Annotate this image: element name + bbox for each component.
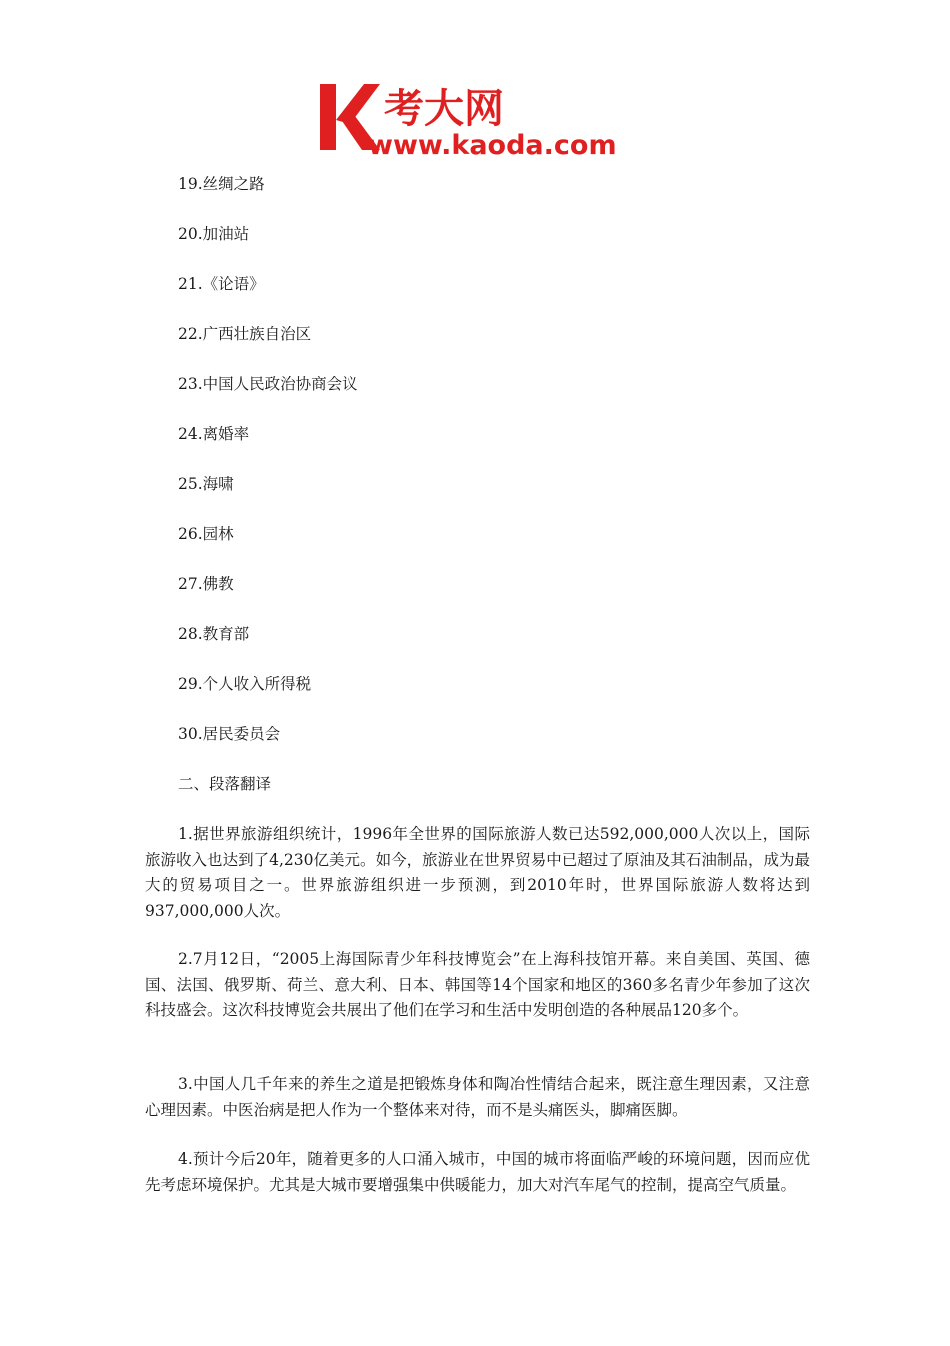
- list-item: 29.个人收入所得税: [178, 675, 312, 693]
- paragraph-2: 2.7月12日，“2005上海国际青少年科技博览会”在上海科技馆开幕。来自美国、英国、德国、法国、俄罗斯、荷兰、意大利、日本、韩国等14个国家和地区的360多名青少年参加了这次科技盛会。这次科技博览会共展出了他们在学习和生活中发明创造的各种展品120多个。: [145, 950, 810, 1019]
- paragraph-4: 4.预计今后20年，随着更多的人口涌入城市，中国的城市将面临严峻的环境问题，因而应优先考虑环境保护。尤其是大城市要增强集中供暖能力，加大对汽车尾气的控制，提高空气质量。: [145, 1150, 810, 1194]
- list-item: 28.教育部: [178, 625, 250, 643]
- logo-title: 考大网: [384, 86, 504, 132]
- list-item: 27.佛教: [178, 575, 234, 593]
- list-item: 20.加油站: [178, 225, 250, 243]
- kaoda-logo: [318, 78, 640, 158]
- logo-url: www.kaoda.com: [368, 130, 617, 158]
- list-item: 19.丝绸之路: [178, 175, 265, 193]
- list-item: 21.《论语》: [178, 275, 265, 293]
- list-item: 30.居民委员会: [178, 725, 281, 743]
- section-heading: 二、段落翻译: [178, 775, 272, 793]
- list-item: 26.园林: [178, 525, 234, 543]
- paragraph-3: 3.中国人几千年来的养生之道是把锻炼身体和陶冶性情结合起来，既注意生理因素，又注意心理因素。中医治病是把人作为一个整体来对待，而不是头痛医头，脚痛医脚。: [145, 1075, 810, 1119]
- list-item: 23.中国人民政治协商会议: [178, 375, 358, 393]
- list-item: 24.离婚率: [178, 425, 250, 443]
- paragraph-1: 1.据世界旅游组织统计，1996年全世界的国际旅游人数已达592,000,000人次以上，国际旅游收入也达到了4,230亿美元。如今，旅游业在世界贸易中已超过了原油及其石油制品，成为最大的贸易项目之一。世界旅游组织进一步预测，到2010年时，世界国际旅游人数将达到937,000,000人次。: [145, 825, 810, 920]
- list-item: 22.广西壮族自治区: [178, 325, 312, 343]
- list-item: 25.海啸: [178, 475, 234, 493]
- term-list: [178, 172, 358, 772]
